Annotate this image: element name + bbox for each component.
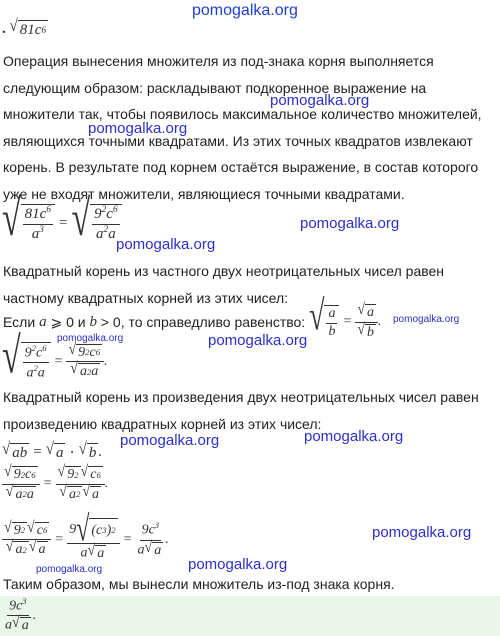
paragraph-quotient-rule: Квадратный корень из частного двух неотрицательных чисел равен частному квадратных корней из этих чисел: [3,263,445,306]
num: 9 [13,522,21,538]
exp: 6 [96,469,101,480]
num: 9 [94,206,102,222]
exponent: 6 [41,25,47,36]
period: . [165,531,169,547]
answer-formula [3,597,36,634]
var-a: a [79,364,87,380]
fraction [66,341,104,380]
radical: √ b [357,321,375,340]
var-c: c [39,206,47,222]
radical: √ a b [2,440,28,461]
exp: 2 [86,367,92,378]
num: 9 [13,467,21,482]
var-a: a [15,542,23,558]
radical: √ ( c 3 ) 2 [76,510,116,550]
num: 9 [69,522,77,538]
radical: √ 81c 6 [9,17,47,38]
exp: 3 [102,525,107,536]
exp: 6 [46,205,51,215]
var-a: a [326,307,337,324]
var-a: a [367,305,375,320]
var-c: c [25,467,32,482]
radical: √ $\frac{a}{b}$ [309,305,339,339]
answer-box [0,596,500,636]
var-a: a [68,486,76,502]
exp: 6 [95,347,101,358]
exp: 2 [22,545,27,556]
bullet: . [2,20,6,37]
radical: √ $\frac{9^2c^6}{a^2a}$ [2,342,51,382]
radical: √ a 2 [59,483,81,502]
var-b: b [328,323,336,339]
var-a: a [12,445,20,461]
var-a: a [39,313,47,330]
period: . [378,314,382,330]
radical: √ a [87,542,105,561]
text: > 0, то справедливо равенство: [100,314,306,331]
fraction [136,521,166,558]
var-c: c [36,522,43,538]
text: Если [3,314,36,331]
radical: √ 9 2 [57,463,79,482]
period: . [32,607,37,623]
watermark: pomogalka.org [188,556,288,573]
period: . [104,476,109,492]
equals: = [343,314,352,330]
exp: 6 [42,525,48,536]
fraction [3,597,33,634]
var-a: a [15,486,23,502]
var-c: c [96,522,103,538]
var-a: a [137,542,145,558]
watermark: pomogalka.org [393,314,460,325]
dot: ⋅ [69,445,75,461]
radical: √ 9 2 c 6 [4,463,36,482]
exp: 2 [31,343,37,353]
var-c: c [36,345,43,361]
watermark: pomogalka.org [116,236,216,253]
exp: 3 [22,596,27,606]
watermark-top: pomogalka.org [192,2,298,19]
watermark: pomogalka.org [88,120,188,137]
expression-root-81c6 [2,17,48,39]
fraction [355,301,378,340]
exp: 2 [22,489,27,500]
equals: = [55,531,64,547]
watermark: pomogalka.org [208,332,308,349]
var-b: b [367,324,375,340]
num: 9 [24,345,32,361]
exp: 2 [20,525,26,536]
var-b: b [89,313,97,330]
equals: = [54,353,63,369]
radical: √ a 2 a [5,483,34,502]
exp: 2 [101,205,107,215]
var-c: c [106,206,113,222]
var-a: a [80,545,88,561]
paragraph-product-rule: Квадратный корень из произведения двух неотрицательных чисел равен произведению квадратных корней из этих чисел: [3,389,479,432]
radical: √ a [28,538,46,558]
exp: 2 [85,347,90,358]
num: 9 [9,598,17,614]
formula-quotient-rule [309,293,382,340]
radical: √ a [45,440,64,461]
radical: √ a [144,539,162,558]
var-a: a [21,618,29,634]
radical: √ a 2 a [70,360,99,380]
var-c: c [90,467,97,482]
var-a: a [26,366,34,381]
exp: 2 [20,469,26,480]
var-a: a [154,542,162,558]
period: . [98,444,103,460]
num: 9 [78,344,86,360]
var-a: a [96,225,104,242]
num: 9 [67,467,75,482]
watermark: pomogalka.org [120,432,220,449]
var-a: a [97,546,105,561]
period: . [104,353,108,369]
fraction [67,510,119,562]
exp: 6 [112,205,118,215]
exp: 6 [31,469,36,480]
radicand: 81c [19,22,42,38]
equals: = [123,531,132,547]
radical: √ a [82,483,99,502]
fraction [92,206,119,243]
exp: 6 [42,343,47,353]
radical: √ 9 2 c 6 [68,341,101,360]
radical: √ $\frac{9^2c^6}{a^2a}$ [71,204,121,243]
exp: 3 [154,520,160,531]
var-c: c [148,522,155,538]
var-a: a [91,364,99,380]
fraction [56,463,105,502]
var-a: a [5,617,12,633]
var-b: b [88,445,97,461]
formula-5 [2,510,169,562]
var-a: a [38,542,46,558]
equals: = [59,214,68,231]
paragraph-method: Операция вынесения множителя из под-знака корня выполняется следующим образом: раскладывают подкоренное выражение на множители так, чтобы появилось максимальное количество множителей, являющихся точными квадратами. Из этих точных квадратов извлекают корень. В результате под корнем остаётся выражение, в состав которого уже не входят множители, являющиеся точными квадратами. [3,53,482,202]
exp: 2 [111,525,116,536]
var-a: a [55,445,64,461]
fraction [23,344,49,382]
num: 81 [24,206,40,222]
exp: 3 [39,224,44,235]
watermark: pomogalka.org [304,428,404,445]
radical: √ b [78,440,97,461]
equals: = [43,476,52,492]
paragraph-conclusion: Таким образом, мы вынесли множитель из-под знака корня. [3,576,395,592]
exp: 2 [75,489,81,500]
formula-1 [2,191,122,247]
exp: 2 [33,363,38,374]
watermark: pomogalka.org [372,524,472,541]
radical: √ $\frac{81c^6}{a^3}$ [2,204,55,243]
var-c: c [16,598,23,614]
var-a: a [108,225,116,242]
formula-4 [2,463,109,502]
equals: = [33,444,42,460]
var-b: b [19,445,28,461]
watermark: pomogalka.org [300,215,400,232]
var-a: a [37,366,45,381]
text: ⩾ 0 и [50,313,86,330]
fraction [23,206,53,243]
var-a: a [26,486,34,502]
num: 9 [141,522,149,538]
radical: √ a 2 [5,538,27,558]
fraction [326,307,337,339]
exp: 2 [103,224,109,235]
fraction [2,463,40,502]
var-a: a [31,225,40,242]
formula-product-rule [2,440,103,462]
watermark: pomogalka.org [36,564,103,575]
watermark: pomogalka.org [270,92,370,109]
radical: √ a [357,301,375,320]
watermark: pomogalka.org [57,333,124,344]
radical: √ c 6 [27,519,48,538]
var-c: c [89,344,96,360]
fraction [2,519,51,558]
radical: √ a [12,614,29,634]
paragraph-condition [3,293,382,340]
exp: 2 [74,469,79,480]
radical: √ c 6 [80,463,101,482]
var-a: a [92,486,99,502]
radical: √ 9 2 [4,519,26,538]
